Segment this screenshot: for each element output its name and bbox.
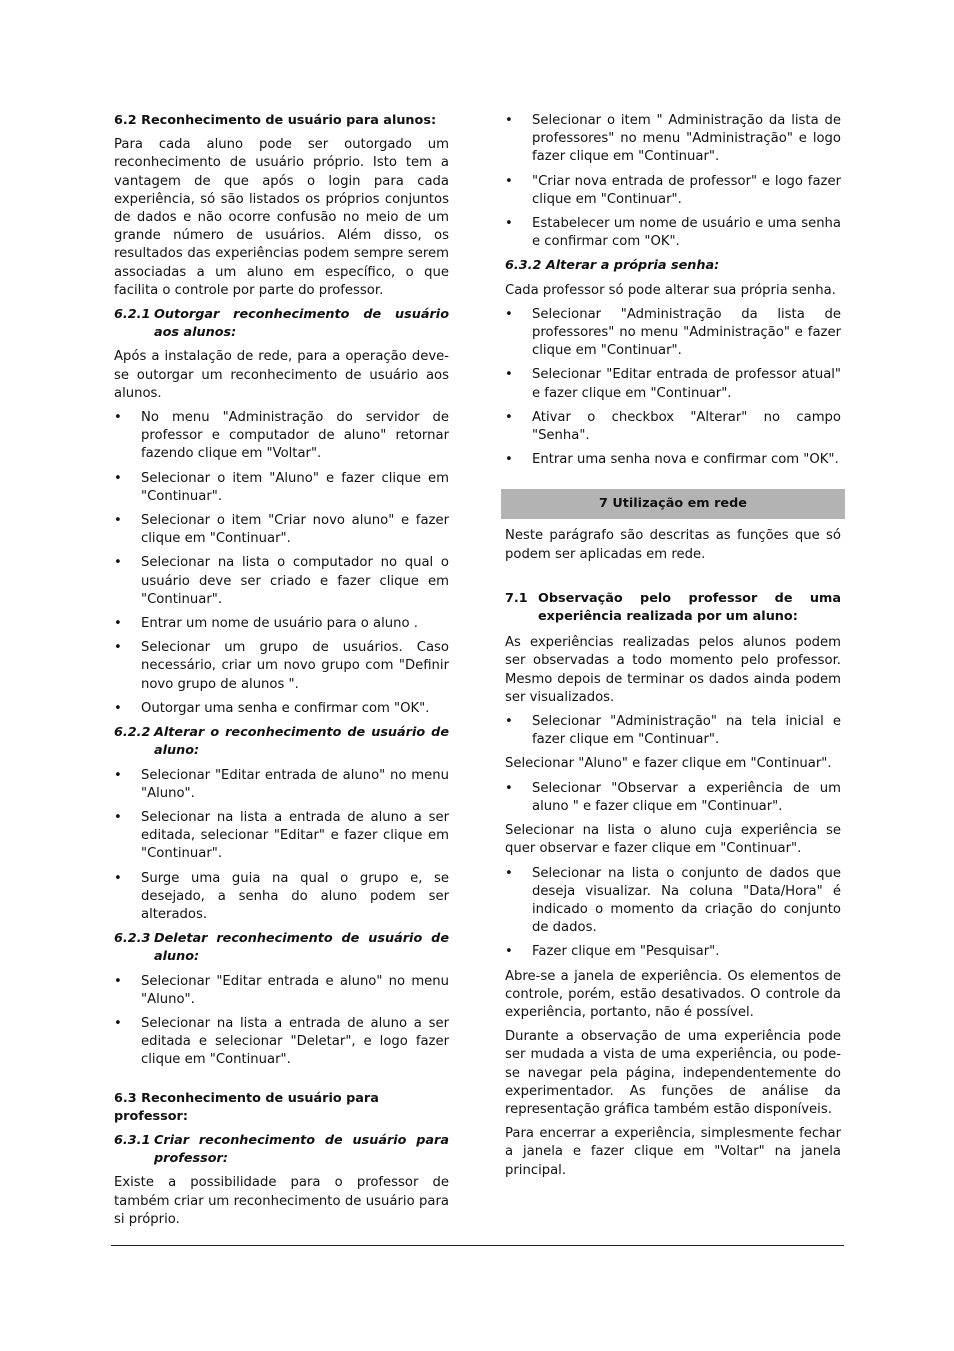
bullet-icon: •	[114, 809, 122, 825]
bullet-icon: •	[114, 1015, 122, 1031]
list-item	[505, 366, 841, 402]
list-item-text: Surge uma guia na qual o grupo e, se desejado, a senha do aluno podem ser alterados.	[141, 870, 449, 922]
bullet-list	[505, 306, 841, 470]
right-column	[505, 112, 841, 1186]
list-item	[114, 973, 449, 1009]
bullet-list	[505, 713, 841, 749]
list-item	[505, 112, 841, 167]
list-item	[505, 713, 841, 749]
section-heading-6-3: 6.3 Reconhecimento de usuário para professor:	[114, 1090, 379, 1124]
paragraph: Durante a observação de uma experiência pode ser mudada a vista de uma experiência, ou pode-se navegar pela página, independentemente do experimentador. As funções de análise da representação gráfica também estão disponíveis.	[505, 1029, 841, 1117]
bullet-icon: •	[505, 865, 513, 881]
list-item	[114, 409, 449, 464]
spacer	[114, 1076, 449, 1090]
spacer	[505, 570, 841, 590]
list-item-text: Selecionar o item " Administração da lista de professores" no menu "Administração" e logo fazer clique em "Continuar".	[532, 113, 841, 165]
paragraph: Para cada aluno pode ser outorgado um reconhecimento de usuário próprio. Isto tem a vantagem de que após o login para cada experiência, só são listados os próprios conjuntos de dados e não ocorre confusão no meio de um grande número de usuários. Além disso, os resultados das experiências podem sempre serem associadas a um aluno em específico, o que facilita o controle por parte do professor.	[114, 137, 449, 298]
subsection-heading-6-2-2	[114, 724, 449, 760]
list-item-text: Selecionar o item "Criar novo aluno" e fazer clique em "Continuar".	[141, 513, 449, 547]
list-item	[505, 306, 841, 361]
section-number: 6.2.1	[114, 307, 151, 323]
list-item-text: Selecionar "Editar entrada e aluno" no menu "Aluno".	[141, 973, 449, 1007]
list-item-text: Entrar uma senha nova e confirmar com "OK".	[532, 452, 839, 468]
bullet-icon: •	[114, 973, 122, 989]
section-heading-7-1	[505, 590, 841, 626]
list-item-text: Selecionar "Administração da lista de professores" no menu "Administração" e fazer clique em "Continuar".	[532, 306, 841, 359]
list-item-text: Selecionar "Observar a experiência de um aluno " e fazer clique em "Continuar".	[532, 780, 841, 814]
section-number: 6.2.2	[114, 725, 151, 741]
bullet-list	[114, 973, 449, 1070]
section-number: 6.2.3	[114, 931, 151, 947]
list-item-text: Selecionar na lista o computador no qual o usuário deve ser criado e fazer clique em "Continuar".	[141, 555, 449, 607]
bullet-icon: •	[505, 173, 513, 189]
left-column	[114, 112, 449, 1235]
list-item-text: Selecionar "Editar entrada de professor atual" e fazer clique em "Continuar".	[532, 367, 841, 401]
list-item	[505, 215, 841, 251]
list-item-text: Fazer clique em "Pesquisar".	[532, 944, 720, 960]
section-number: 7.1	[505, 590, 528, 606]
bullet-icon: •	[114, 410, 122, 426]
bullet-icon: •	[505, 306, 513, 322]
list-item-text: Selecionar "Administração" na tela inicial e fazer clique em "Continuar".	[532, 714, 841, 748]
list-item	[114, 870, 449, 925]
section-heading-6-2: 6.2 Reconhecimento de usuário para alunos:	[114, 113, 437, 128]
bullet-icon: •	[114, 700, 122, 716]
bullet-icon: •	[505, 714, 513, 730]
section-title: Deletar reconhecimento de usuário de aluno:	[154, 931, 449, 965]
paragraph: Abre-se a janela de experiência. Os elementos de controle, porém, estão desativados. O controle da experiência, portanto, não é possível.	[505, 968, 841, 1020]
bullet-icon: •	[505, 780, 513, 796]
list-item-text: Outorgar uma senha e confirmar com "OK".	[141, 700, 430, 716]
list-item	[505, 865, 841, 938]
list-item-text: Entrar um nome de usuário para o aluno .	[141, 616, 418, 632]
paragraph: Selecionar na lista o aluno cuja experiência se quer observar e fazer clique em "Continuar".	[505, 823, 841, 857]
subsection-heading-6-3-1	[114, 1132, 449, 1168]
paragraph: Neste parágrafo são descritas as funções que só podem ser aplicadas em rede.	[505, 528, 841, 562]
bullet-list	[114, 767, 449, 925]
bullet-icon: •	[114, 470, 122, 486]
list-item	[505, 173, 841, 209]
list-item	[114, 512, 449, 548]
list-item	[114, 615, 449, 633]
paragraph: Cada professor só pode alterar sua própria senha.	[505, 282, 836, 298]
section-title: Alterar o reconhecimento de usuário de aluno:	[154, 725, 449, 759]
section-title: Criar reconhecimento de usuário para professor:	[154, 1132, 449, 1167]
bullet-icon: •	[505, 216, 513, 232]
list-item	[114, 554, 449, 609]
list-item	[114, 1015, 449, 1070]
paragraph: Após a instalação de rede, para a operação deve-se outorgar um reconhecimento de usuário aos alunos.	[114, 349, 449, 401]
list-item	[505, 780, 841, 816]
list-item	[505, 409, 841, 445]
chapter-heading-bar: 7 Utilização em rede	[501, 489, 845, 519]
list-item-text: Estabelecer um nome de usuário e uma senha e confirmar com "OK".	[532, 216, 841, 250]
list-item	[114, 809, 449, 864]
list-item-text: Selecionar um grupo de usuários. Caso necessário, criar um novo grupo com "Definir novo grupo de alunos ".	[141, 640, 449, 692]
bullet-icon: •	[505, 409, 513, 425]
paragraph: Para encerrar a experiência, simplesmente fechar a janela e fazer clique em "Voltar" na janela principal.	[505, 1126, 841, 1178]
subsection-heading-6-2-3	[114, 930, 449, 966]
list-item-text: Selecionar "Editar entrada de aluno" no menu "Aluno".	[141, 767, 449, 801]
section-number: 6.3.1	[114, 1132, 151, 1148]
list-item-text: No menu "Administração do servidor de professor e computador de aluno" retornar fazendo clique em "Voltar".	[141, 410, 449, 462]
bullet-icon: •	[505, 944, 513, 960]
bullet-list	[505, 780, 841, 816]
list-item-text: Selecionar na lista a entrada de aluno a ser editada, selecionar "Editar" e fazer clique em "Continuar".	[141, 809, 449, 862]
paragraph: Selecionar "Aluno" e fazer clique em "Continuar".	[505, 756, 832, 772]
paragraph: As experiências realizadas pelos alunos podem ser observadas a todo momento pelo professor. Mesmo depois de terminar os dados ainda podem ser visualizados.	[505, 635, 841, 705]
list-item	[505, 943, 841, 961]
list-item-text: Selecionar na lista a entrada de aluno a ser editada e selecionar "Deletar", e logo fazer clique em "Continuar".	[141, 1015, 449, 1068]
bullet-icon: •	[114, 767, 122, 783]
list-item	[114, 700, 449, 718]
list-item-text: Selecionar o item "Aluno" e fazer clique em "Continuar".	[141, 470, 449, 504]
bullet-icon: •	[505, 113, 513, 128]
section-title: Outorgar reconhecimento de usuário aos alunos:	[154, 307, 449, 341]
bullet-list	[505, 865, 841, 962]
bullet-icon: •	[505, 452, 513, 468]
subsection-heading-6-3-2: 6.3.2 Alterar a própria senha:	[505, 258, 720, 274]
section-title: Observação pelo professor de uma experiência realizada por um aluno:	[538, 590, 841, 625]
list-item	[114, 639, 449, 694]
list-item	[114, 767, 449, 803]
paragraph: Existe a possibilidade para o professor de também criar um reconhecimento de usuário para si próprio.	[114, 1175, 449, 1227]
subsection-heading-6-2-1	[114, 306, 449, 342]
list-item-text: "Criar nova entrada de professor" e logo fazer clique em "Continuar".	[532, 173, 841, 207]
list-item-text: Ativar o checkbox "Alterar" no campo "Senha".	[532, 409, 841, 444]
list-item	[505, 451, 841, 469]
bullet-icon: •	[114, 616, 122, 632]
bullet-icon: •	[114, 640, 122, 656]
list-item-text: Selecionar na lista o conjunto de dados que deseja visualizar. Na coluna "Data/Hora" é indicado o momento da criação do conjunto de dados.	[532, 865, 841, 936]
bullet-list	[505, 112, 841, 251]
bullet-icon: •	[505, 367, 513, 383]
bullet-icon: •	[114, 870, 122, 886]
list-item	[114, 470, 449, 506]
bullet-icon: •	[114, 513, 122, 529]
footer-divider	[111, 1245, 844, 1246]
bullet-list	[114, 409, 449, 718]
bullet-icon: •	[114, 555, 122, 571]
